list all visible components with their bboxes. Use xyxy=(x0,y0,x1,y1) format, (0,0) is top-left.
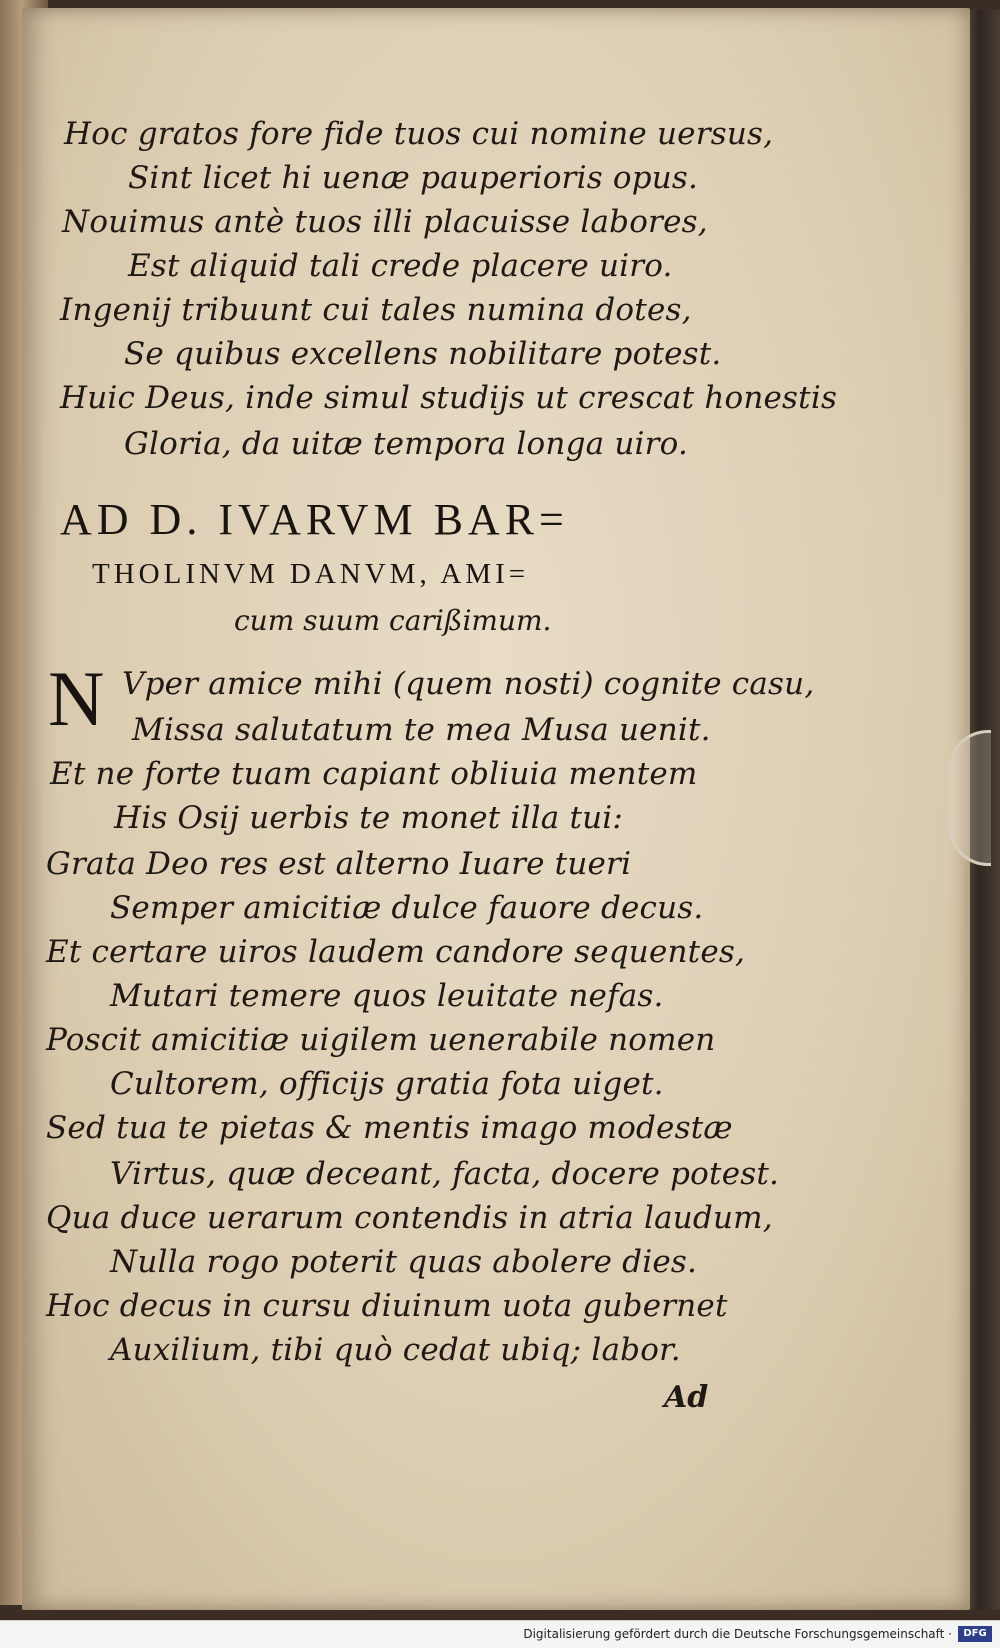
book-page xyxy=(22,8,970,1610)
drop-cap: N xyxy=(48,655,105,742)
verse-line: His Osij uerbis te monet illa tui: xyxy=(114,800,624,836)
verse-line: Sed tua te pietas & mentis imago modestæ xyxy=(46,1110,733,1146)
verse-line: Nulla rogo poterit quas abolere dies. xyxy=(110,1244,698,1280)
verse-line: Est aliquid tali crede placere uiro. xyxy=(128,248,673,284)
verse-line: Virtus, quæ deceant, facta, docere potest. xyxy=(110,1156,780,1192)
verse-line: Auxilium, tibi quò cedat ubiq; labor. xyxy=(110,1332,681,1368)
verse-line: Nouimus antè tuos illi placuisse labores, xyxy=(62,204,708,240)
verse-line: Poscit amicitiæ uigilem uenerabile nomen xyxy=(46,1022,716,1058)
heading-line-1: AD D. IVARVM BAR= xyxy=(60,495,569,544)
verse-line: Missa salutatum te mea Musa uenit. xyxy=(132,712,711,748)
verse-line: Semper amicitiæ dulce fauore decus. xyxy=(110,890,704,926)
page-text xyxy=(22,8,970,1610)
verse-line: Cultorem, officijs gratia fota uiget. xyxy=(110,1066,664,1102)
heading-line-2: THOLINVM DANVM, AMI= xyxy=(92,558,530,590)
verse-line: Ingenij tribuunt cui tales numina dotes, xyxy=(60,292,692,328)
heading-subtitle: cum suum carißimum. xyxy=(234,604,552,637)
funding-credit: Digitalisierung gefördert durch die Deutsche Forschungsgemeinschaft · xyxy=(523,1627,952,1641)
verse-line: Gloria, da uitæ tempora longa uiro. xyxy=(124,426,689,462)
verse-line: Vper amice mihi (quem nosti) cognite casu, xyxy=(122,666,815,702)
verse-line: Grata Deo res est alterno Iuare tueri xyxy=(46,846,632,882)
verse-line: Se quibus excellens nobilitare potest. xyxy=(124,336,722,372)
verse-line: Et ne forte tuam capiant obliuia mentem xyxy=(50,756,698,792)
verse-line: Mutari temere quos leuitate nefas. xyxy=(110,978,664,1014)
verse-line: Qua duce uerarum contendis in atria laudum, xyxy=(46,1200,773,1236)
verse-line: Hoc gratos fore fide tuos cui nomine uersus, xyxy=(64,116,774,152)
verse-line: Sint licet hi uenæ pauperioris opus. xyxy=(128,160,699,196)
catchword: Ad xyxy=(664,1380,709,1415)
verse-line: Hoc decus in cursu diuinum uota gubernet xyxy=(46,1288,728,1324)
verse-line: Huic Deus, inde simul studijs ut crescat honestis xyxy=(60,380,838,416)
page-clip xyxy=(948,730,991,866)
verse-line: Et certare uiros laudem candore sequentes, xyxy=(46,934,746,970)
digitization-footer xyxy=(0,1620,1000,1648)
dfg-logo: DFG xyxy=(958,1626,992,1642)
